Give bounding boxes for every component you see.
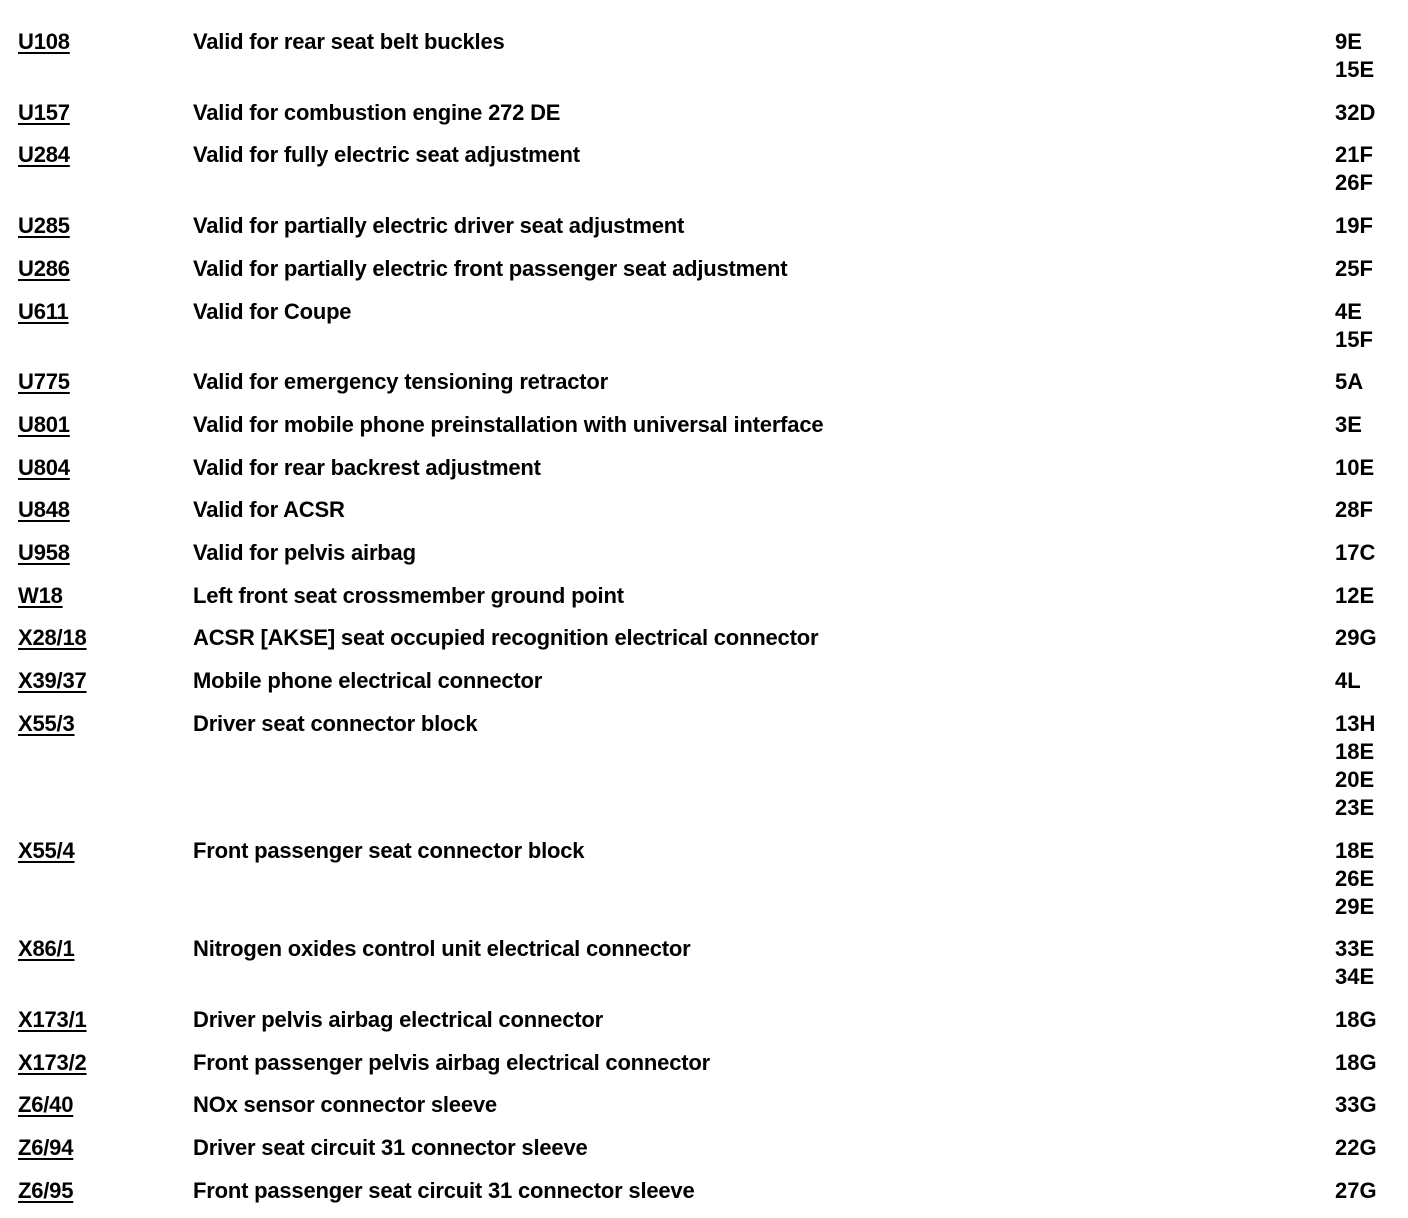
component-description: NOx sensor connector sleeve bbox=[193, 1092, 497, 1118]
component-description: Valid for ACSR bbox=[193, 497, 345, 523]
component-code-link[interactable]: Z6/40 bbox=[18, 1092, 74, 1118]
grid-reference: 3E bbox=[1335, 411, 1362, 437]
component-description: Valid for Coupe bbox=[193, 298, 352, 324]
grid-reference-list bbox=[1335, 667, 1405, 695]
grid-reference: 15F bbox=[1335, 326, 1373, 352]
grid-reference: 18E bbox=[1335, 837, 1375, 863]
grid-reference-list bbox=[1335, 298, 1405, 354]
grid-reference: 20E bbox=[1335, 766, 1375, 792]
component-code-link[interactable]: U157 bbox=[18, 99, 70, 125]
component-code-link[interactable]: Z6/95 bbox=[18, 1177, 74, 1203]
grid-reference: 21F bbox=[1335, 142, 1373, 168]
grid-reference: 15E bbox=[1335, 57, 1375, 82]
grid-reference: 13H bbox=[1335, 710, 1376, 736]
component-description: Valid for rear seat belt buckles bbox=[193, 29, 505, 54]
component-description: Valid for partially electric driver seat adjustment bbox=[193, 213, 685, 239]
grid-reference: 4E bbox=[1335, 298, 1362, 324]
grid-reference: 29G bbox=[1335, 625, 1377, 651]
component-code-link[interactable]: X55/3 bbox=[18, 710, 75, 736]
grid-reference: 5A bbox=[1335, 369, 1364, 395]
grid-reference: 33G bbox=[1335, 1092, 1377, 1118]
component-code-link[interactable]: X28/18 bbox=[18, 625, 87, 651]
grid-reference: 25F bbox=[1335, 255, 1373, 281]
grid-reference: 4L bbox=[1335, 668, 1361, 694]
component-code-link[interactable]: U804 bbox=[18, 454, 70, 480]
grid-reference-list bbox=[1335, 28, 1405, 84]
component-description: Front passenger pelvis airbag electrical connector bbox=[193, 1049, 710, 1075]
component-description: Valid for mobile phone preinstallation with universal interface bbox=[193, 411, 824, 437]
component-description: Front passenger seat circuit 31 connector sleeve bbox=[193, 1177, 695, 1203]
component-description: Valid for emergency tensioning retractor bbox=[193, 369, 609, 395]
component-code-link[interactable]: U286 bbox=[18, 255, 70, 281]
component-code-link[interactable]: U284 bbox=[18, 142, 70, 168]
grid-reference-list bbox=[1335, 1091, 1405, 1119]
component-description: Valid for partially electric front passenger seat adjustment bbox=[193, 255, 788, 281]
grid-reference: 33E bbox=[1335, 936, 1375, 962]
component-code-link[interactable]: Z6/94 bbox=[18, 1135, 74, 1160]
component-description: Valid for rear backrest adjustment bbox=[193, 454, 541, 480]
grid-reference: 18G bbox=[1335, 1049, 1377, 1075]
grid-reference: 22G bbox=[1335, 1135, 1377, 1160]
component-description: Front passenger seat connector block bbox=[193, 837, 585, 863]
component-code-link[interactable]: U611 bbox=[18, 298, 69, 324]
grid-reference: 32D bbox=[1335, 99, 1376, 125]
grid-reference: 18E bbox=[1335, 738, 1375, 764]
grid-reference: 27G bbox=[1335, 1177, 1377, 1203]
grid-reference: 23E bbox=[1335, 794, 1375, 820]
grid-reference-list bbox=[1335, 411, 1405, 439]
component-code-link[interactable]: W18 bbox=[18, 582, 63, 608]
grid-reference-list bbox=[1335, 624, 1405, 652]
grid-reference-list bbox=[1335, 539, 1405, 567]
component-description: Left front seat crossmember ground point bbox=[193, 582, 624, 608]
component-description: ACSR [AKSE] seat occupied recognition electrical connector bbox=[193, 625, 819, 651]
grid-reference: 29E bbox=[1335, 893, 1375, 919]
grid-reference: 17C bbox=[1335, 540, 1376, 565]
grid-reference: 26F bbox=[1335, 170, 1373, 196]
grid-reference-list bbox=[1335, 710, 1405, 822]
grid-reference-list bbox=[1335, 368, 1405, 396]
component-description: Driver seat connector block bbox=[193, 710, 478, 736]
component-description: Mobile phone electrical connector bbox=[193, 668, 543, 694]
grid-reference-list bbox=[1335, 141, 1405, 197]
grid-reference-list bbox=[1335, 582, 1405, 610]
component-code-link[interactable]: X86/1 bbox=[18, 936, 75, 962]
grid-reference-list bbox=[1335, 1006, 1405, 1034]
component-description: Driver pelvis airbag electrical connector bbox=[193, 1006, 603, 1032]
grid-reference-list bbox=[1335, 212, 1405, 240]
component-description: Nitrogen oxides control unit electrical connector bbox=[193, 936, 691, 962]
component-code-link[interactable]: X39/37 bbox=[18, 668, 87, 694]
component-description: Valid for pelvis airbag bbox=[193, 540, 416, 565]
component-description: Valid for fully electric seat adjustment bbox=[193, 142, 580, 168]
component-code-link[interactable]: X173/2 bbox=[18, 1049, 87, 1075]
grid-reference-list bbox=[1335, 935, 1405, 991]
grid-reference: 26E bbox=[1335, 865, 1375, 891]
grid-reference-list bbox=[1335, 255, 1405, 283]
grid-reference-list bbox=[1335, 1134, 1405, 1162]
grid-reference: 28F bbox=[1335, 497, 1373, 523]
grid-reference: 19F bbox=[1335, 213, 1373, 239]
component-description: Valid for combustion engine 272 DE bbox=[193, 99, 561, 125]
grid-reference-list bbox=[1335, 1049, 1405, 1077]
component-code-link[interactable]: U958 bbox=[18, 540, 70, 565]
component-description: Driver seat circuit 31 connector sleeve bbox=[193, 1135, 588, 1160]
grid-reference-list bbox=[1335, 454, 1405, 482]
component-code-link[interactable]: U108 bbox=[18, 29, 70, 54]
component-code-link[interactable]: U801 bbox=[18, 411, 70, 437]
grid-reference: 9E bbox=[1335, 29, 1362, 54]
grid-reference-list bbox=[1335, 837, 1405, 921]
grid-reference-list bbox=[1335, 99, 1405, 127]
component-code-link[interactable]: U285 bbox=[18, 213, 70, 239]
component-code-link[interactable]: X173/1 bbox=[18, 1006, 87, 1032]
grid-reference: 34E bbox=[1335, 964, 1375, 990]
component-code-link[interactable]: U848 bbox=[18, 497, 70, 523]
grid-reference-list bbox=[1335, 1177, 1405, 1205]
component-code-link[interactable]: X55/4 bbox=[18, 837, 75, 863]
grid-reference: 18G bbox=[1335, 1006, 1377, 1032]
grid-reference: 10E bbox=[1335, 454, 1375, 480]
grid-reference-list bbox=[1335, 496, 1405, 524]
grid-reference: 12E bbox=[1335, 582, 1375, 608]
component-code-link[interactable]: U775 bbox=[18, 369, 70, 395]
